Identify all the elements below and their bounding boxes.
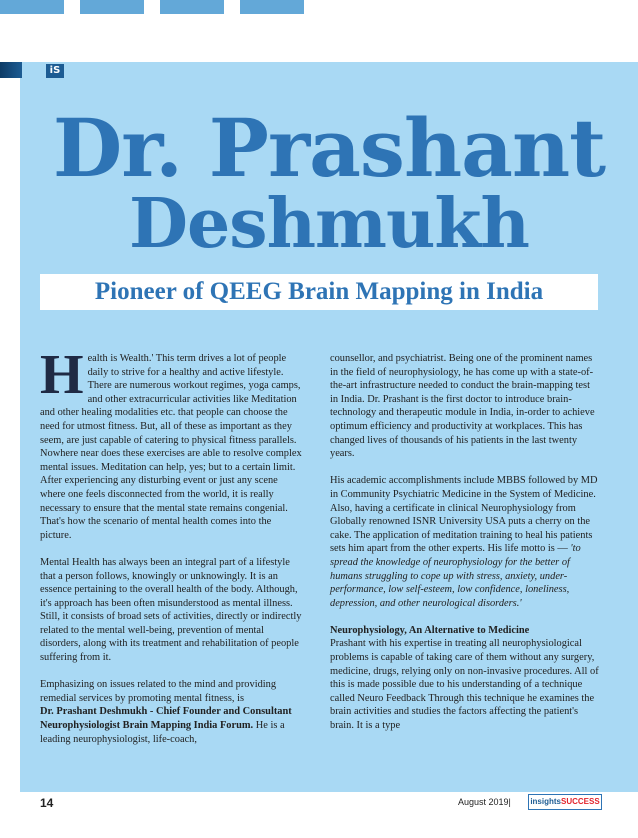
subtitle: Pioneer of QEEG Brain Mapping in India [40, 274, 598, 310]
issue-date: August 2019| [458, 797, 511, 807]
paragraph-6: Prashant with his expertise in treating all neurophysiological problems is capable of taking care of them without any surgery, medicine, drugs, relying only on non-invasive procedures. All of this is made possible due to his understanding of a technique called Neuro Feedback Through this technique he examines the brain activities and studies the factors affecting the patient's brain. It is a type [330, 638, 599, 732]
paragraph-3 [40, 678, 302, 746]
paragraph-3-text: Emphasizing on issues related to the mind and providing remedial services by promoting mental fitness, is [40, 679, 277, 704]
corner-strip [0, 62, 22, 78]
top-bar-segment-4 [240, 0, 304, 14]
brand-logo-part-2: SUCCESS [560, 797, 600, 806]
life-motto-quote: 'to spread the knowledge of neurophysiology for the better of humans struggling to cope up with stress, anxiety, under-performance, low self-esteem, low confidence, loneliness, depression, and other neurological disorders.' [330, 543, 581, 609]
column-left [40, 344, 302, 760]
paragraph-5 [330, 474, 600, 610]
brand-logo-part-1: insights [530, 797, 561, 806]
magazine-logo-icon: iS [46, 64, 64, 78]
top-bar-segment-3 [160, 0, 224, 14]
section-heading: Neurophysiology, An Alternative to Medicine [330, 624, 530, 636]
page-number: 14 [40, 796, 54, 810]
paragraph-3-tail: He is a leading neurophysiologist, life-coach, [40, 720, 285, 745]
title-line-2: Deshmukh [129, 184, 529, 264]
top-bar-segment-2 [80, 0, 144, 14]
drop-cap: H [40, 344, 84, 406]
paragraph-1 [40, 344, 302, 542]
brand-logo [528, 794, 602, 810]
paragraph-5-text: His academic accomplishments include MBBS followed by MD in Community Psychiatric Medicine in the System of Medicine. Also, having a certificate in clinical Neurophysiology from Globally renowned ISNR University USA puts a cherry on the cake. The application of meditation training to heal his patients sets him apart from the other experts. His life motto is — [330, 475, 598, 555]
paragraph-2: Mental Health has always been an integral part of a lifestyle that a person follows, knowingly or unknowingly. It is an essence pertaining to the overall health of the body. Although, it's approach has been often misunderstood as mental illness. Still, it consists of broad sets of activities, directly or indirectly related to the mental well-being, prevention of mental disorders, along with its treatment and rehabilitation of people suffering from it. [40, 556, 302, 664]
top-bar-segment-1 [0, 0, 64, 14]
column-right [330, 352, 600, 746]
paragraph-3-bold: Dr. Prashant Deshmukh - Chief Founder and Consultant Neurophysiologist Brain Mapping India Forum. [40, 706, 292, 732]
paragraph-1-text: ealth is Wealth.' This term drives a lot of people daily to strive for a healthy and active lifestyle. There are numerous workout regimes, yoga camps, and other extracurricular activities like Meditation and other healing modalities etc. that people can choose the need for utmost fitness. But, all of these as important as they seem, are just capable of catering to physical fitness parallels. Nowhere near does these exercises are able to resolve complex mental issues. Meditation can help, yes; but to a certain limit. After experiencing any disturbing event or just any scene where one feels disconnected from the world, it is really necessary to ensure that the mental state remains congenial. That's how the scenario of mental health comes into the picture. [40, 353, 302, 541]
title-line-1: Dr. Prashant [52, 101, 606, 195]
paragraph-4: counsellor, and psychiatrist. Being one of the prominent names in the field of neurophysiology, he has come up with a state-of-the-art infrastructure needed to conduct the brain-mapping test in India. Dr. Prashant is the first doctor to introduce brain-technology and therapeutic module in India, in-order to achieve optimum efficiency and productivity at workplaces. This has changed lives of thousands of his patients in the last twenty years. [330, 353, 595, 460]
